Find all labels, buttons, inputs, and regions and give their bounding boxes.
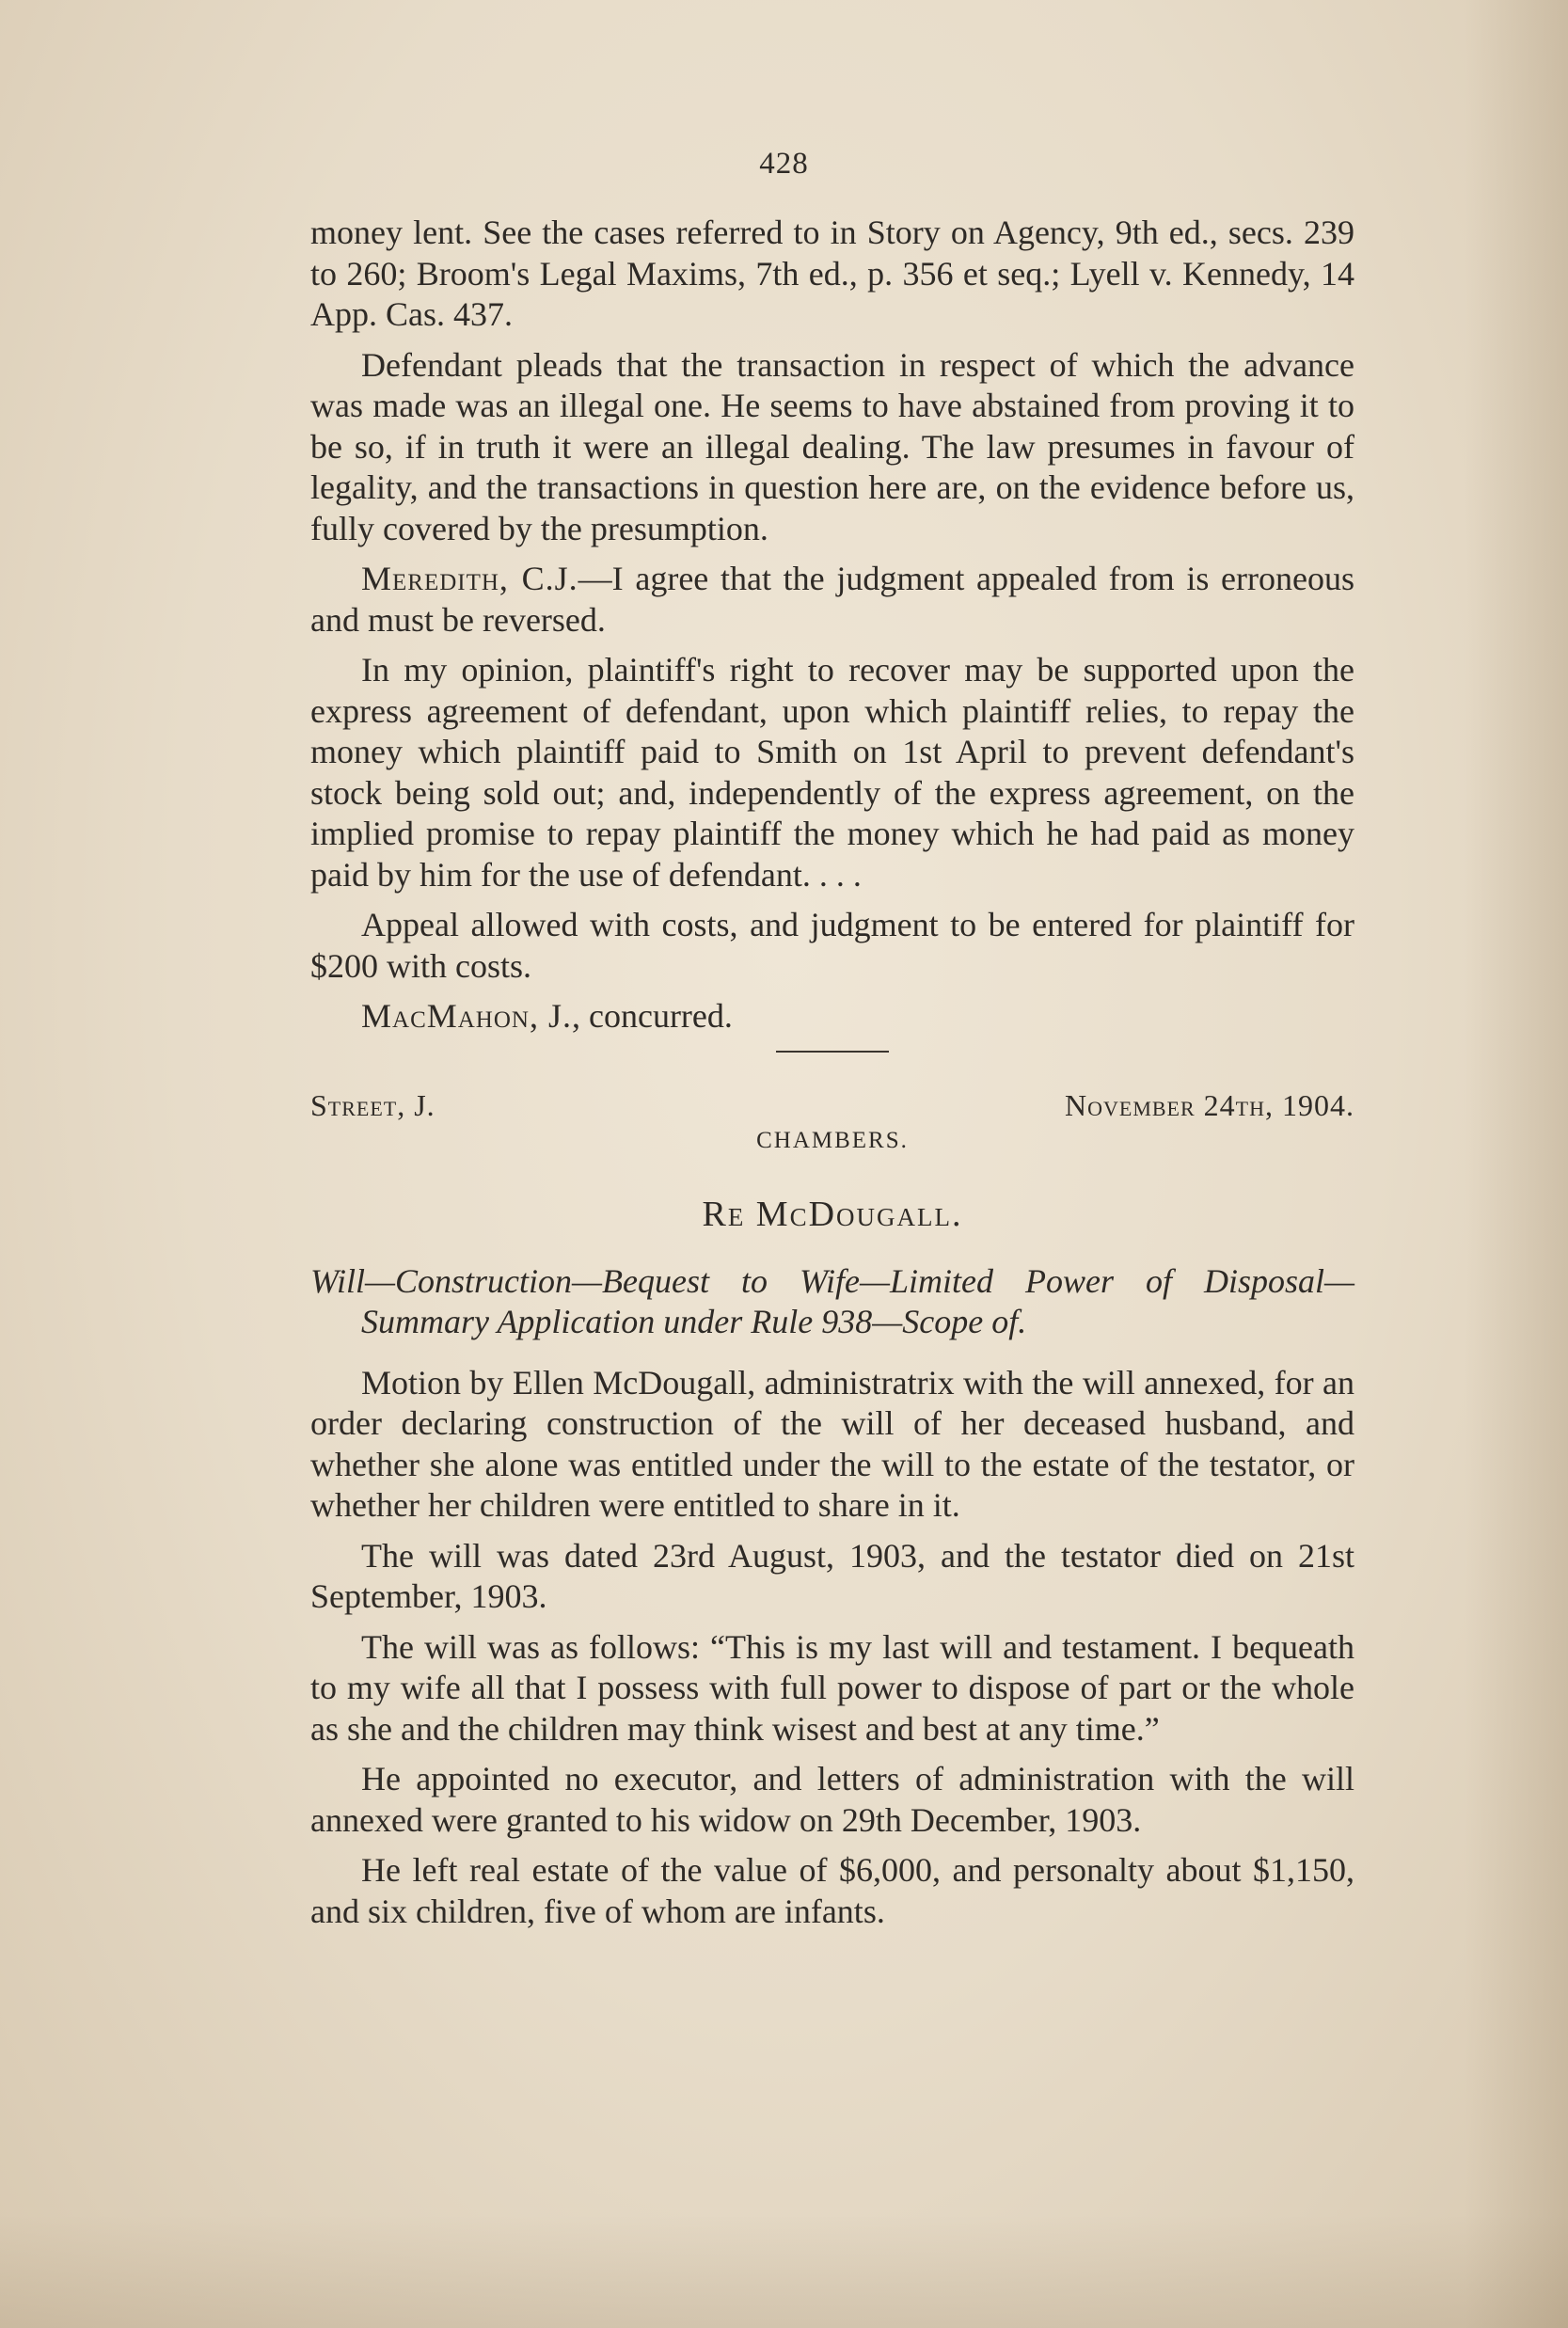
page-bottom-shadow	[0, 2215, 1568, 2328]
paragraph: The will was dated 23rd August, 1903, and the testator died on 21st September, 1903.	[310, 1536, 1354, 1615]
paragraph: Motion by Ellen McDougall, administratrix with the will annexed, for an order declaring construction of the will of her deceased husband, and whether she alone was entitled under the will to the estate of the testator, or whether her children were entitled to share in it.	[310, 1363, 1354, 1524]
paragraph: In my opinion, plaintiff's right to recover may be supported upon the express agreement of defendant, upon which plaintiff relies, to repay the money which plaintiff paid to Smith on 1st April to prevent defendant's stock being sold out; and, independently of the express agreement, on the implied promise to repay plaintiff the money which he had paid as money paid by him for the use of defendant. . . .	[310, 651, 1354, 894]
page-edge-shadow	[1465, 0, 1568, 2328]
paragraph: Appeal allowed with costs, and judgment to be entered for plaintiff for $200 with costs.	[310, 906, 1354, 985]
page-number: 428	[759, 147, 809, 181]
judge-name: MacMahon, J.	[361, 997, 572, 1035]
judge-opinion-meredith	[310, 559, 1354, 641]
paragraph: Defendant pleads that the transaction in respect of which the advance was made was an illegal one. He seems to have abstained from proving it to be so, if in truth it were an illegal dealing. The law presumes in favour of legality, and the transactions in question here are, on the evidence before us, fully covered by the presumption.	[310, 345, 1354, 547]
dateline-date: November 24th, 1904.	[1065, 1087, 1354, 1122]
paragraph: He left real estate of the value of $6,000, and personalty about $1,150, and six children, five of whom are infants.	[310, 1851, 1354, 1930]
page-body	[310, 213, 1354, 1941]
case-title: Re McDougall.	[702, 1194, 963, 1234]
paragraph-continuation: money lent. See the cases referred to in Story on Agency, 9th ed., secs. 239 to 260; Broom's Legal Maxims, 7th ed., p. 356 et seq.; Lyell v. Kennedy, 14 App. Cas. 437.	[310, 214, 1354, 333]
concurrence-text: , concurred.	[571, 997, 733, 1035]
dateline-judge: Street, J.	[310, 1087, 436, 1122]
section-divider	[776, 1051, 889, 1053]
opinion-text: —I agree that the judgment appealed from is erroneous and must be reversed.	[310, 560, 1354, 639]
paragraph: He appointed no executor, and letters of administration with the will annexed were granted to his widow on 29th December, 1903.	[310, 1760, 1354, 1839]
judge-concurrence	[310, 996, 1354, 1037]
paragraph: The will was as follows: “This is my last will and testament. I bequeath to my wife all that I possess with full power to dispose of part or the whole as she and the children may think wisest and best at any time.”	[310, 1627, 1354, 1748]
judge-name: Meredith, C.J.	[361, 560, 578, 597]
headnote: Will—Construction—Bequest to Wife—Limited Power of Disposal—Summary Application under Rule 938—Scope of.	[310, 1261, 1354, 1340]
chambers-label: CHAMBERS.	[756, 1127, 909, 1153]
case-dateline	[310, 1086, 1354, 1124]
